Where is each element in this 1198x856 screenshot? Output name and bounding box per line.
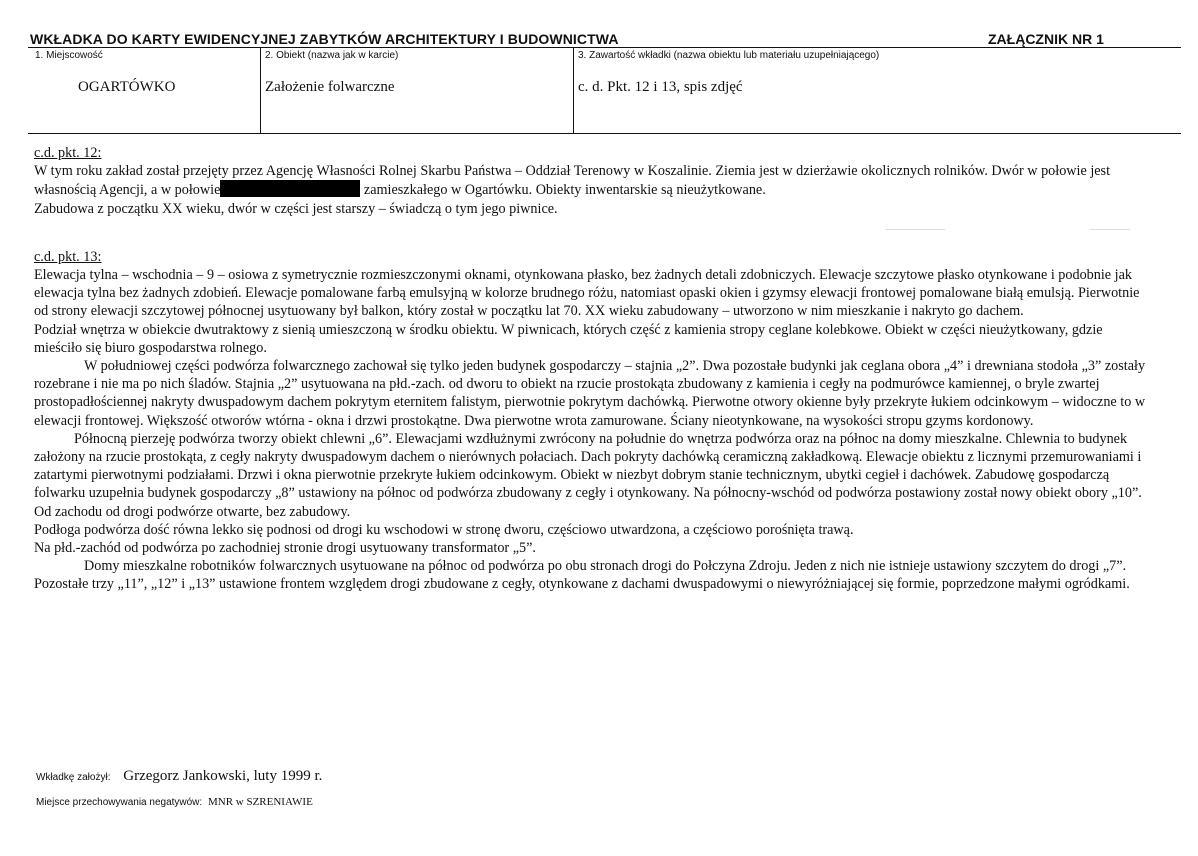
document-body [34, 144, 1154, 594]
author-row [36, 768, 322, 785]
section-12-text-a: W tym roku zakład został przejęty przez Agencję Własności Rolnej Skarbu Państwa – Oddział Terenowy w Koszalinie. Ziemia jest w dzierżawie okolicznych rolników. Dwór w połowie jest własnością Agencji, a w połowie [34, 163, 1111, 199]
place-value: OGARTÓWKO [78, 79, 176, 95]
section-13-paragraph-7: Domy mieszkalne robotników folwarcznych usytuowane na północ od podwórza po obu stronach drogi do Połczyna Zdroju. Jeden z nich nie istnieje ustawiony szczytem do drogi „7”. Pozostałe trzy „11”, „12” i „13” ustawione frontem względem drogi zbudowane z cegły, otynkowane z dachami dwuspadowymi o niewyróżniającej się formie, poprzedzone małymi ogródkami. [34, 558, 1130, 593]
section-13-paragraph-4: Północną pierzeję podwórza tworzy obiekt chlewni „6”. Elewacjami wzdłużnymi zwrócony na południe do wnętrza podwórza oraz na północ na domy mieszkalne. Chlewnia to budynek założony na rzucie prostokąta, z cegły nakryty dwuspadowym dachem o nierównych połaciach. Dach pokryty dachówką ceramiczną zakładkową. Elewacje obiektu z licznymi przemurowaniami i zatartymi pierwotnymi podziałami. Drzwi i okna pierwotnie przekryte łukiem odcinkowym. Obiekt w niezbyt dobrym stanie technicznym, ubytki cegieł i dachówek. Zabudowę gospodarczą folwarku uzupełnia budynek gospodarczy „8” ustawiony na północ od podwórza zbudowany z cegły i otynkowany. Na północny-wschód od podwórza postawiony został nowy obiekt obory „10”. Od zachodu od drogi podwórze otwarte, bez zabudowy. [34, 430, 1142, 520]
section-13-paragraph-2: Podział wnętrza w obiekcie dwutraktowy z sienią umieszczoną w środku obiektu. W piwnicach, których część z kamienia stropy ceglane kolebkowe. Obiekt w części nieużytkowany, gdzie mieściło się biuro gospodarstwa rolnego. [34, 321, 1103, 356]
section-13-paragraph-6: Na płd.-zachód od podwórza po zachodniej stronie drogi usytuowany transformator „5”. [34, 540, 536, 557]
storage-label: Miejsce przechowywania negatywów: [36, 797, 203, 808]
section-13-paragraph-3: W południowej części podwórza folwarcznego zachował się tylko jeden budynek gospodarczy – stajnia „2”. Dwa pozostałe budynki jak ceglana obora „4” i drewniana stodoła „3” zostały rozebrane i nie ma po nich śladów. Stajnia „2” usytuowana na płd.-zach. od dworu to obiekt na rzucie prostokąta zbudowany z kamienia i cegły na podmurówce kamiennej, o bryle zwartej prostopadłościennej nakryty dwuspadowym dachem pokrytym eternitem falistym, pierwotnie pokrytym dachówką. Pierwotne otwory okienne były przekryte łukiem odcinkowym – widoczne to w elewacji frontowej. Większość otworów wtórna - okna i drzwi prostokątne. Dwa pierwotne wrota zamurowane. Ściany nieotynkowane, na wysokości stropu gzyms kordonowy. [34, 358, 1146, 429]
author-label: Wkładkę założył: [36, 772, 111, 783]
section-12-text-b: zamieszkałego w Ogartówku. Obiekty inwentarskie są nieużytkowane. [360, 182, 766, 199]
content-value: c. d. Pkt. 12 i 13, spis zdjęć [578, 79, 743, 95]
place-label: 1. Miejscowość [35, 50, 103, 61]
storage-value: MNR w SZRENIAWIE [207, 796, 313, 808]
content-label: 3. Zawartość wkładki (nazwa obiektu lub materiału uzupełniającego) [578, 50, 880, 61]
header-top-rule [28, 47, 1181, 48]
section-12-title: c.d. pkt. 12: [34, 145, 102, 161]
column-divider-1 [260, 47, 261, 133]
section-12-text-c: Zabudowa z początku XX wieku, dwór w części jest starszy – świadczą o tym jego piwnice. [34, 200, 558, 217]
form-title: WKŁADKA DO KARTY EWIDENCYJNEJ ZABYTKÓW ARCHITEKTURY I BUDOWNICTWA [30, 31, 619, 47]
redaction-bar [220, 180, 360, 197]
storage-row [36, 796, 313, 808]
object-value: Założenie folwarczne [265, 79, 395, 95]
section-12-paragraph [34, 162, 1154, 199]
header-bottom-rule [28, 133, 1181, 134]
section-13-paragraph-5: Podłoga podwórza dość równa lekko się podnosi od drogi ku wschodowi w stronę dworu, częściowo utwardzona, a częściowo porośnięta trawą. [34, 521, 854, 538]
section-13-paragraph-1: Elewacja tylna – wschodnia – 9 – osiowa z symetrycznie rozmieszczonymi oknami, otynkowana płasko, bez żadnych detali zdobniczych. Elewacje szczytowe płasko otynkowane i podobnie jak elewacja tylna bez żadnych zdobień. Elewacje pomalowane farbą emulsyjną w kolorze brudnego różu, natomiast opaski okien i gzymsy elewacji frontowej pomalowane białą emulsją. Pierwotnie od strony elewacji szczytowej północnej usytuowany był balkon, który został w początku lat 70. XX wieku zabudowany – utworzono w nim mieszkanie i nakryto go dachem. [34, 267, 1140, 320]
object-label: 2. Obiekt (nazwa jak w karcie) [265, 50, 399, 61]
section-13-title: c.d. pkt. 13: [34, 248, 102, 265]
author-value: Grzegorz Jankowski, luty 1999 r. [123, 768, 323, 784]
column-divider-2 [573, 47, 574, 133]
annex-number: ZAŁĄCZNIK NR 1 [988, 31, 1104, 47]
